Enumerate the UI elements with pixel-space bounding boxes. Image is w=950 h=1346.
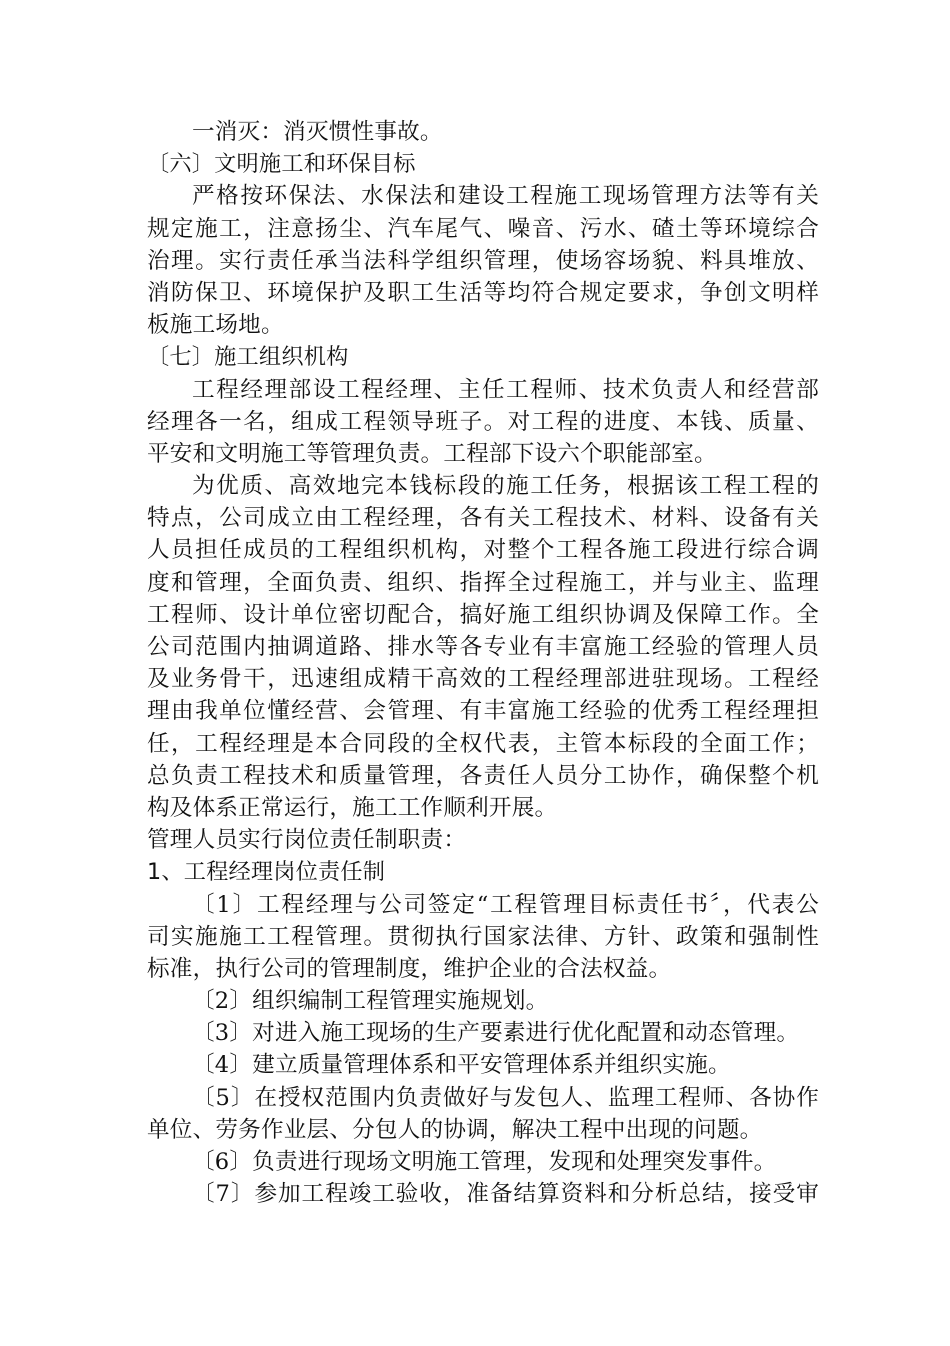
paragraph-line: 管理人员实行岗位责任制职责： bbox=[147, 827, 467, 854]
paragraph-line: 板施工场地。 bbox=[147, 312, 284, 339]
paragraph-line: 构及体系正常运行，施工工作顺利开展。 bbox=[147, 794, 558, 821]
list-item-line: 〔1〕工程经理与公司签定“工程管理目标责任书〞，代表公 bbox=[192, 891, 819, 918]
paragraph-line: 工程师、设计单位密切配合，搞好施工组织协调及保障工作。全 bbox=[147, 601, 819, 628]
list-item-line: 单位、劳务作业层、分包人的协调，解决工程中出现的问题。 bbox=[147, 1116, 763, 1143]
list-item-line: 〔3〕对进入施工现场的生产要素进行优化配置和动态管理。 bbox=[192, 1020, 800, 1047]
paragraph-line: 治理。实行责任承当法科学组织管理，使场容场貌、料具堆放、 bbox=[147, 247, 819, 274]
paragraph-line: 规定施工，注意扬尘、汽车尾气、噪音、污水、碴土等环境综合 bbox=[147, 215, 819, 242]
section-heading-seven: 〔七〕施工组织机构 bbox=[147, 344, 349, 371]
paragraph-line: 任，工程经理是本合同段的全权代表，主管本标段的全面工作； bbox=[147, 730, 819, 757]
paragraph-line: 公司范围内抽调道路、排水等各专业有丰富施工经验的管理人员 bbox=[147, 634, 819, 660]
paragraph-line: 度和管理，全面负责、组织、指挥全过程施工，并与业主、监理 bbox=[147, 569, 819, 596]
list-item-line: 标准，执行公司的管理制度，维护企业的合法权益。 bbox=[147, 955, 672, 982]
paragraph-line: 严格按环保法、水保法和建设工程施工现场管理方法等有关 bbox=[192, 183, 819, 210]
list-item-line: 〔5〕在授权范围内负责做好与发包人、监理工程师、各协作 bbox=[192, 1084, 819, 1111]
paragraph-line: 为优质、高效地完本钱标段的施工任务，根据该工程工程的 bbox=[192, 473, 819, 500]
text-line: 一消灭：消灭惯性事故。 bbox=[192, 119, 443, 145]
paragraph-line: 人员担任成员的工程组织机构，对整个工程各施工段进行综合调 bbox=[147, 537, 819, 564]
paragraph-line: 特点，公司成立由工程经理，各有关工程技术、材料、设备有关 bbox=[147, 505, 819, 532]
paragraph-line: 经理各一名，组成工程领导班子。对工程的进度、本钱、质量、 bbox=[147, 408, 819, 435]
document-body bbox=[147, 116, 819, 1210]
paragraph-line: 工程经理部设工程经理、主任工程师、技术负责人和经营部 bbox=[192, 376, 819, 403]
paragraph-line: 消防保卫、环境保护及职工生活等均符合规定要求，争创文明样 bbox=[147, 279, 819, 306]
paragraph-line: 及业务骨干，迅速组成精干高效的工程经理部进驻现场。工程经 bbox=[147, 666, 819, 693]
list-item-line: 〔2〕组织编制工程管理实施规划。 bbox=[192, 988, 549, 1015]
list-item-line: 司实施施工工程管理。贯彻执行国家法律、方针、政策和强制性 bbox=[147, 923, 819, 950]
paragraph-line: 总负责工程技术和质量管理，各责任人员分工协作，确保整个机 bbox=[147, 762, 819, 789]
paragraph-line: 平安和文明施工等管理负责。工程部下设六个职能部室。 bbox=[147, 440, 717, 467]
list-item-line: 〔4〕建立质量管理体系和平安管理体系并组织实施。 bbox=[192, 1052, 731, 1079]
subsection-heading: 1、工程经理岗位责任制 bbox=[147, 859, 386, 886]
section-heading-six: 〔六〕文明施工和环保目标 bbox=[147, 151, 416, 178]
list-item-line: 〔6〕负责进行现场文明施工管理，发现和处理突发事件。 bbox=[192, 1149, 777, 1175]
paragraph-line: 理由我单位懂经营、会管理、有丰富施工经验的优秀工程经理担 bbox=[147, 698, 819, 725]
list-item-line: 〔7〕参加工程竣工验收，准备结算资料和分析总结，接受审 bbox=[192, 1181, 819, 1208]
